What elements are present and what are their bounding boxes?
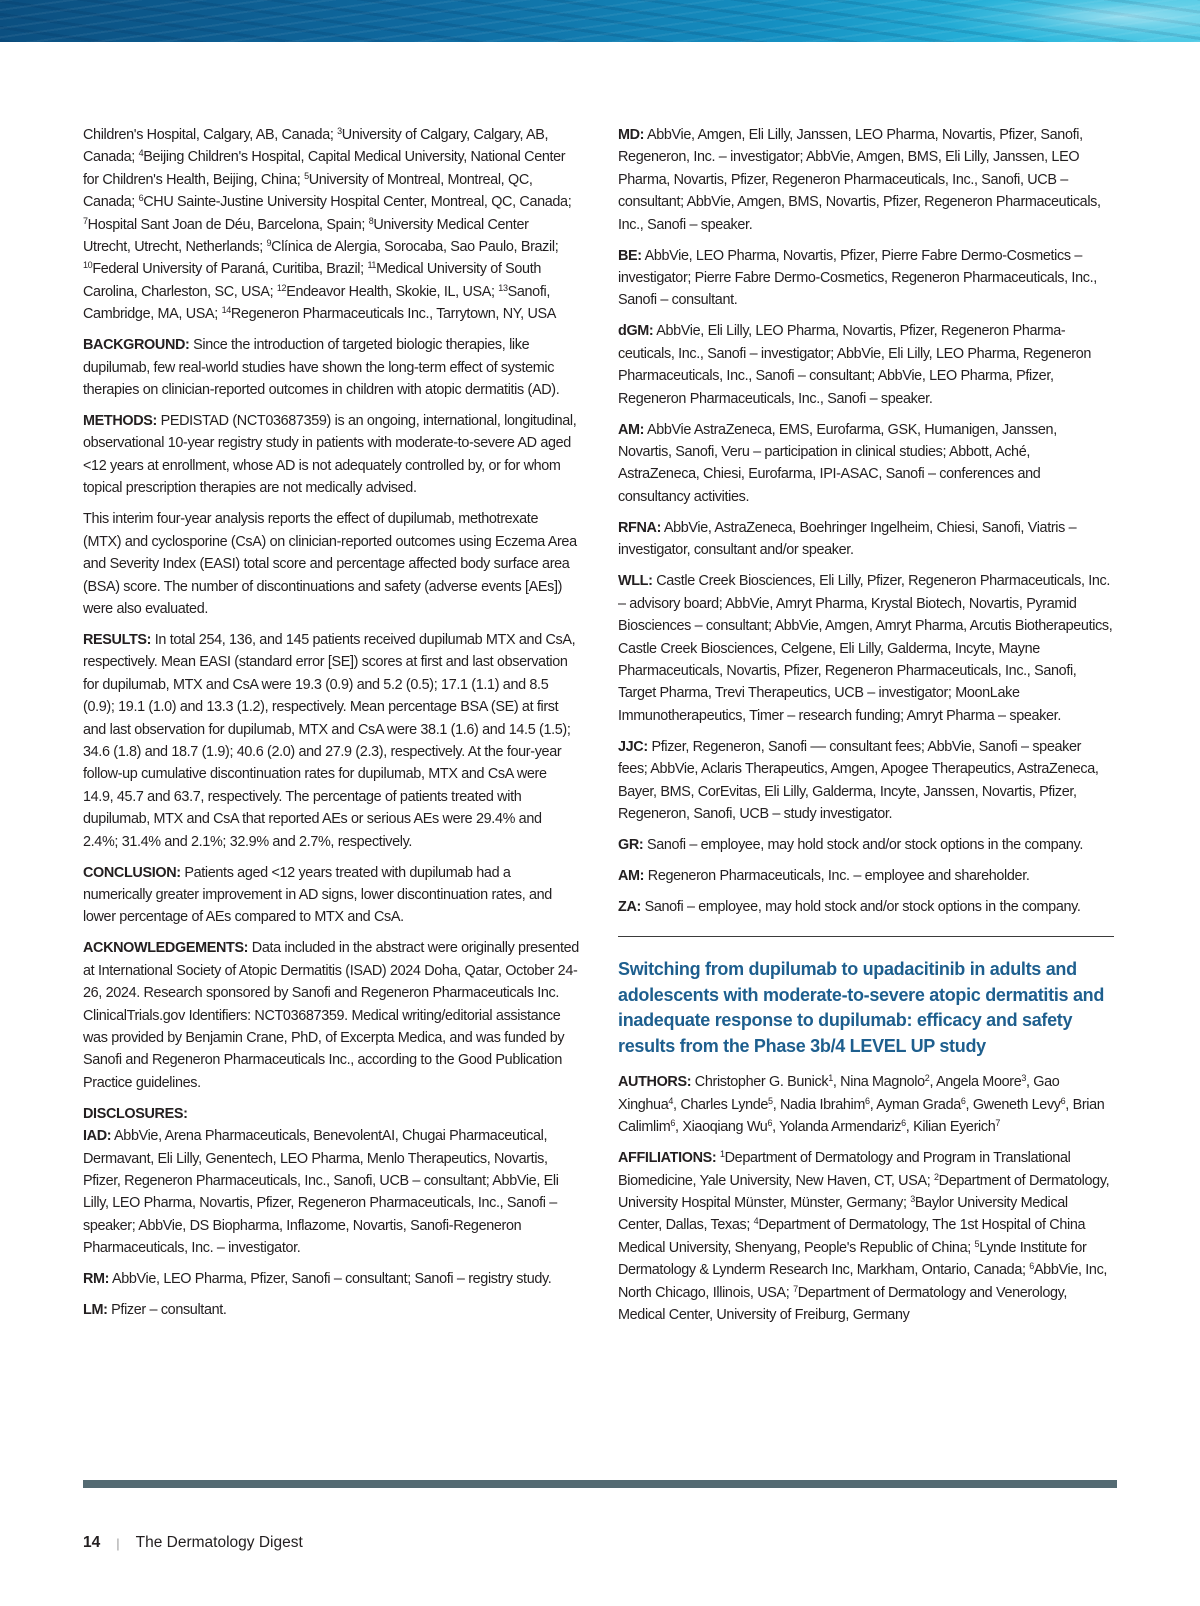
footnote-marker: 4	[138, 148, 144, 159]
disclosure-label: dGM:	[618, 323, 654, 340]
background-paragraph	[83, 334, 579, 401]
publication-name: The Dermatology Digest	[135, 1534, 303, 1551]
background-label: BACKGROUND:	[83, 337, 190, 354]
disclosure-label: WLL:	[618, 573, 653, 590]
footnote-marker: 10	[83, 260, 93, 271]
disclosure-label: ZA:	[618, 898, 641, 915]
authors-list: Christopher G. Bunick$^1$, Nina Magnolo$^2$, Angela Moore$^3$, Gao Xinghua$^4$, Charles Lynde$^5$, Nadia Ibrahim$^6$, Ayman Grada$^6$, Gweneth Levy$^6$, Brian Calimlim$^6$, Xiaoqiang Wu$^6$, Yolanda Armendariz$^6$, Kilian Eyerich$^7$	[618, 1073, 1105, 1136]
results-text: In total 254, 136, and 145 patients received dupilumab MTX and CsA, respectively. Mean EASI (standard error [SE]) scores at first and last observation for dupilumab, MTX and CsA were 19.3 (0.9) and 5.2 (0.5); 17.1 (1.1) and 8.5 (0.9); 19.1 (1.0) and 13.3 (1.2), respectively. Mean percentage BSA (SE) at first and last observation for dupilumab, MTX and CsA were 38.1 (1.6) and 14.5 (1.5); 34.6 (1.8) and 18.7 (1.9); 40.6 (2.0) and 27.9 (2.3), respectively. At the four-year follow-up cumulative discontinuation rates for dupilumab, MTX and CsA were 14.9, 45.7 and 63.7, respectively. The percentage of patients treated with dupilumab, MTX and CsA that reported AEs or serious AEs were 29.4% and 2.4%; 31.4% and 2.1%; 32.9% and 2.7%, respectively.	[83, 631, 576, 850]
disclosure-label: AM:	[618, 421, 645, 438]
results-label: RESULTS:	[83, 631, 152, 648]
footnote-marker: 5	[768, 1095, 773, 1106]
disclosure-text: Regeneron Pharmaceuticals, Inc. – employee and shareholder.	[644, 867, 1030, 884]
ocean-header-banner	[0, 0, 1200, 42]
footnote-marker: 11	[367, 260, 377, 271]
disclosure-label: AM:	[618, 867, 645, 884]
left-column	[83, 124, 579, 1330]
disclosure-entry	[618, 245, 1114, 312]
disclosure-entry	[618, 736, 1114, 826]
affiliations-label: AFFILIATIONS:	[618, 1150, 717, 1167]
footnote-marker: 6	[767, 1118, 773, 1129]
authors-label: AUTHORS:	[618, 1074, 692, 1091]
disclosures-heading-label: DISCLOSURES:	[83, 1105, 188, 1122]
footnote-marker: 5	[974, 1238, 980, 1249]
disclosure-entry	[618, 834, 1114, 856]
footnote-marker: 7	[793, 1283, 798, 1294]
disclosure-label: MD:	[618, 127, 645, 143]
disclosure-entry	[618, 896, 1114, 918]
footnote-marker: 5	[304, 170, 309, 181]
footnote-marker: 3	[1021, 1073, 1027, 1084]
footnote-marker: 6	[960, 1095, 966, 1106]
footnote-marker: 2	[934, 1171, 939, 1182]
disclosure-entry	[83, 1299, 579, 1321]
acknowledgements-text: Data included in the abstract were originally presented at International Society of Atopic Dermatitis (ISAD) 2024 Doha, Qatar, October 24-26, 2024. Research sponsored by Sanofi and Regeneron Pharmaceuticals Inc. ClinicalTrials.gov Identifiers: NCT03687359. Medical writing/editorial assistance was provided by Benjamin Crane, PhD, of Excerpta Medica, and was funded by Sanofi and Regeneron Pharmaceuticals Inc., according to the Good Publication Practice guidelines.	[83, 940, 579, 1091]
affiliations-continued: Children's Hospital, Calgary, AB, Canada; $^3$University of Calgary, Calgary, AB, Canada; $^4$Beijing Children's Hospital, Capital Medical University, National Center for Children's Health, Beijing, China; $^5$University of Montreal, Montreal, QC, Canada; $^6$CHU Sainte-Justine University Hospital Center, Montreal, QC, Canada; $^7$Hospital Sant Joan de Déu, Barcelona, Spain; $^8$University Medical Center Utrecht, Utrecht, Netherlands; $^9$Clínica de Alergia, Sorocaba, Sao Paulo, Brazil; $^{10}$Federal University of Paraná, Curitiba, Brazil; $^{11}$Medical University of South Carolina, Charleston, SC, USA; $^{12}$Endeavor Health, Skokie, IL, USA; $^{13}$Sanofi, Cambridge, MA, USA; $^{14}$Regeneron Pharmaceuticals Inc., Tarrytown, NY, USA	[83, 126, 572, 323]
footnote-marker: 1	[828, 1073, 833, 1084]
disclosure-label: IAD:	[83, 1128, 112, 1145]
footnote-marker: 13	[498, 282, 508, 293]
footnote-marker: 6	[901, 1118, 906, 1129]
disclosure-entry	[618, 419, 1114, 509]
acknowledgements-paragraph	[83, 937, 579, 1094]
affiliations-list: $^1$Department of Dermatology and Program in Translational Biomedicine, Yale University, New Haven, CT, USA; $^2$Department of Dermatology, University Hospital Münster, Münster, Germany; $^3$Baylor University Medical Center, Dallas, Texas; $^4$Department of Dermatology, The 1st Hospital of China Medical University, Shenyang, People's Republic of China; $^5$Lynde Institute for Dermatology & Lynderm Research Inc, Markham, Ontario, Canada; $^6$AbbVie, Inc, North Chicago, Illinois, USA; $^7$Department of Dermatology and Venerology, Medical Center, University of Freiburg, Germany	[618, 1149, 1110, 1323]
disclosure-label: RM:	[83, 1271, 110, 1288]
disclosure-text: Sanofi – employee, may hold stock and/or stock options in the company.	[640, 898, 1081, 915]
disclosure-entry	[83, 1125, 579, 1259]
disclosure-text: AbbVie, AstraZeneca, Boehringer Ingelheim, Chiesi, Sanofi, Viatris – investigator, consultant and/or speaker.	[618, 519, 1077, 559]
disclosure-label: LM:	[83, 1302, 108, 1319]
page-number: 14	[83, 1534, 101, 1551]
authors-paragraph	[618, 1071, 1114, 1138]
interim-analysis-paragraph: This interim four-year analysis reports the effect of dupilumab, methotrexate (MTX) and cyclosporine (CsA) on clinician-reported outcomes using Eczema Area and Severity Index (EASI) total score and percentage affected body surface area (BSA) score. The number of discontinuations and safety (adverse events [AEs]) were also evaluated.	[83, 511, 577, 617]
disclosure-entry	[618, 570, 1114, 727]
footnote-marker: 14	[221, 305, 231, 316]
footnote-marker: 6	[1029, 1261, 1034, 1272]
disclosure-label: GR:	[618, 836, 644, 853]
disclosure-text: AbbVie, Amgen, Eli Lilly, Janssen, LEO Pharma, Novartis, Pfizer, Sanofi, Regeneron, Inc. – investigator; AbbVie, Amgen, BMS, Eli Lilly, Janssen, LEO Pharma, Novartis, Pfizer, Regeneron Pharmaceuticals, Inc., Sanofi, UCB – consultant; AbbVie, Amgen, BMS, Novartis, Pfizer, Regeneron Pharmaceuticals, Inc., Sanofi – speaker.	[618, 127, 1101, 233]
footnote-marker: 3	[910, 1193, 915, 1204]
right-column	[618, 124, 1114, 1335]
footnote-marker: 9	[266, 238, 272, 249]
footnote-marker: 6	[1060, 1095, 1066, 1106]
methods-paragraph	[83, 410, 579, 500]
disclosure-entry	[618, 320, 1114, 410]
disclosure-text: AbbVie AstraZeneca, EMS, Eurofarma, GSK, Humanigen, Janssen, Novartis, Sanofi, Veru – participation in clinical studies; Abbott, Aché, AstraZeneca, Chiesi, Eurofarma, IPI-ASAC, Sanofi – conferences and consultancy activities.	[618, 421, 1057, 505]
footnote-marker: 4	[668, 1095, 674, 1106]
disclosure-entry	[83, 1268, 579, 1290]
disclosure-text: Sanofi – employee, may hold stock and/or stock options in the company.	[643, 836, 1083, 853]
footnote-marker: 7	[83, 215, 88, 226]
footnote-marker: 3	[337, 126, 342, 136]
footnote-marker: 4	[753, 1216, 759, 1227]
section-divider	[618, 936, 1114, 937]
methods-text: PEDISTAD (NCT03687359) is an ongoing, international, longitudinal, observational 10-year registry study in patients with moderate-to-severe AD aged <12 years at enrollment, whose AD is not adequately controlled by, or for whom topical prescription therapies are not medically advised.	[83, 413, 577, 497]
background-text: Since the introduction of targeted biologic therapies, like dupilumab, few real-world studies have shown the long-term effect of systemic therapies on clinician-reported outcomes in children with atopic dermatitis (AD).	[83, 337, 560, 399]
footnote-marker: 7	[995, 1118, 1001, 1129]
disclosure-label: BE:	[618, 247, 642, 264]
footer-separator: |	[116, 1535, 120, 1551]
conclusion-paragraph	[83, 862, 579, 929]
conclusion-label: CONCLUSION:	[83, 864, 181, 881]
page-footer	[83, 1532, 303, 1554]
disclosure-text: AbbVie, LEO Pharma, Novartis, Pfizer, Pierre Fabre Dermo-Cosmetics – investigator; Pierre Fabre Dermo-Cosmetics, Regeneron Pharmaceuticals, Inc., Sanofi – consultant.	[618, 247, 1097, 309]
results-paragraph	[83, 629, 579, 853]
disclosure-text: AbbVie, Eli Lilly, LEO Pharma, Novartis, Pfizer, Regeneron Pharmaceuticals, Inc., Sanofi – investigator; AbbVie, Eli Lilly, LEO Pharma, Regeneron Pharmaceuticals, Inc., Sanofi – consultant; AbbVie, LEO Pharma, Pfizer, Regeneron Pharmaceuticals, Inc., Sanofi – speaker.	[618, 323, 1092, 407]
disclosures-heading	[83, 1103, 579, 1125]
footnote-marker: 12	[276, 282, 287, 293]
footnote-marker: 6	[138, 193, 144, 204]
conclusion-text: Patients aged <12 years treated with dupilumab had a numerically greater improvement in AD signs, lower discontinuation rates, and lower percentage of AEs compared to MTX and CsA.	[83, 864, 552, 926]
disclosure-text: Pfizer – consultant.	[107, 1302, 227, 1319]
affiliations-paragraph	[618, 1147, 1114, 1326]
disclosure-text: AbbVie, LEO Pharma, Pfizer, Sanofi – consultant; Sanofi – registry study.	[109, 1271, 552, 1288]
article-title: Switching from dupilumab to upadacitinib in adults and adolescents with moderate-to-severe atopic dermatitis and inadequate response to dupilumab: efficacy and safety results from the Phase 3b/4 LEVEL UP study	[618, 959, 1105, 1056]
footnote-marker: 6	[865, 1095, 870, 1106]
footer-rule-bar	[83, 1480, 1117, 1488]
disclosure-text: Castle Creek Biosciences, Eli Lilly, Pfizer, Regeneron Pharmaceuticals, Inc. – advisory board; AbbVie, Amryt Pharma, Krystal Biotech, Novartis, Pyramid Biosciences – consultant; AbbVie, Amgen, Amryt Pharma, Arcutis Biotherapeutics, Castle Creek Biosciences, Celgene, Eli Lilly, Galderma, Incyte, Mayne Pharmaceuticals, Novartis, Pfizer, Regeneron Pharmaceuticals, Inc., Sanofi, Target Pharma, Trevi Therapeutics, UCB – investigator; MoonLake Immunotherapeutics, Timer – research funding; Amryt Pharma – speaker.	[618, 573, 1113, 724]
footnote-marker: 8	[368, 215, 374, 226]
footnote-marker: 1	[719, 1149, 725, 1160]
acknowledgements-label: ACKNOWLEDGEMENTS:	[83, 940, 249, 957]
disclosure-entry	[618, 517, 1114, 562]
methods-label: METHODS:	[83, 413, 157, 430]
footnote-marker: 2	[924, 1073, 930, 1084]
disclosure-label: RFNA:	[618, 519, 662, 536]
disclosure-text: Pfizer, Regeneron, Sanofi –– consultant fees; AbbVie, Sanofi – speaker fees; AbbVie, Aclaris Therapeutics, Amgen, Apogee Therapeutics, AstraZeneca, Bayer, BMS, CorEvitas, Eli Lilly, Galderma, Incyte, Janssen, Novartis, Pfizer, Regeneron, Sanofi, UCB – study investigator.	[618, 738, 1099, 822]
disclosure-entry	[618, 865, 1114, 887]
footnote-marker: 6	[670, 1118, 676, 1129]
banner-foam-highlight	[940, 0, 1200, 42]
disclosure-entry	[618, 124, 1114, 236]
disclosure-text: AbbVie, Arena Pharmaceuticals, BenevolentAI, Chugai Pharmaceutical, Dermavant, Eli Lilly, Genentech, LEO Pharma, Menlo Therapeutics, Novartis, Pfizer, Regeneron Pharmaceuticals, Inc., Sanofi, UCB – consultant; AbbVie, Eli Lilly, LEO Pharma, Novartis, Pfizer, Regeneron Pharmaceuticals, Inc., Sanofi – speaker; AbbVie, DS Biopharma, Inflazome, Novartis, Sanofi-Regeneron Pharmaceuticals, Inc. – investigator.	[83, 1128, 559, 1257]
disclosure-label: JJC:	[618, 738, 648, 755]
